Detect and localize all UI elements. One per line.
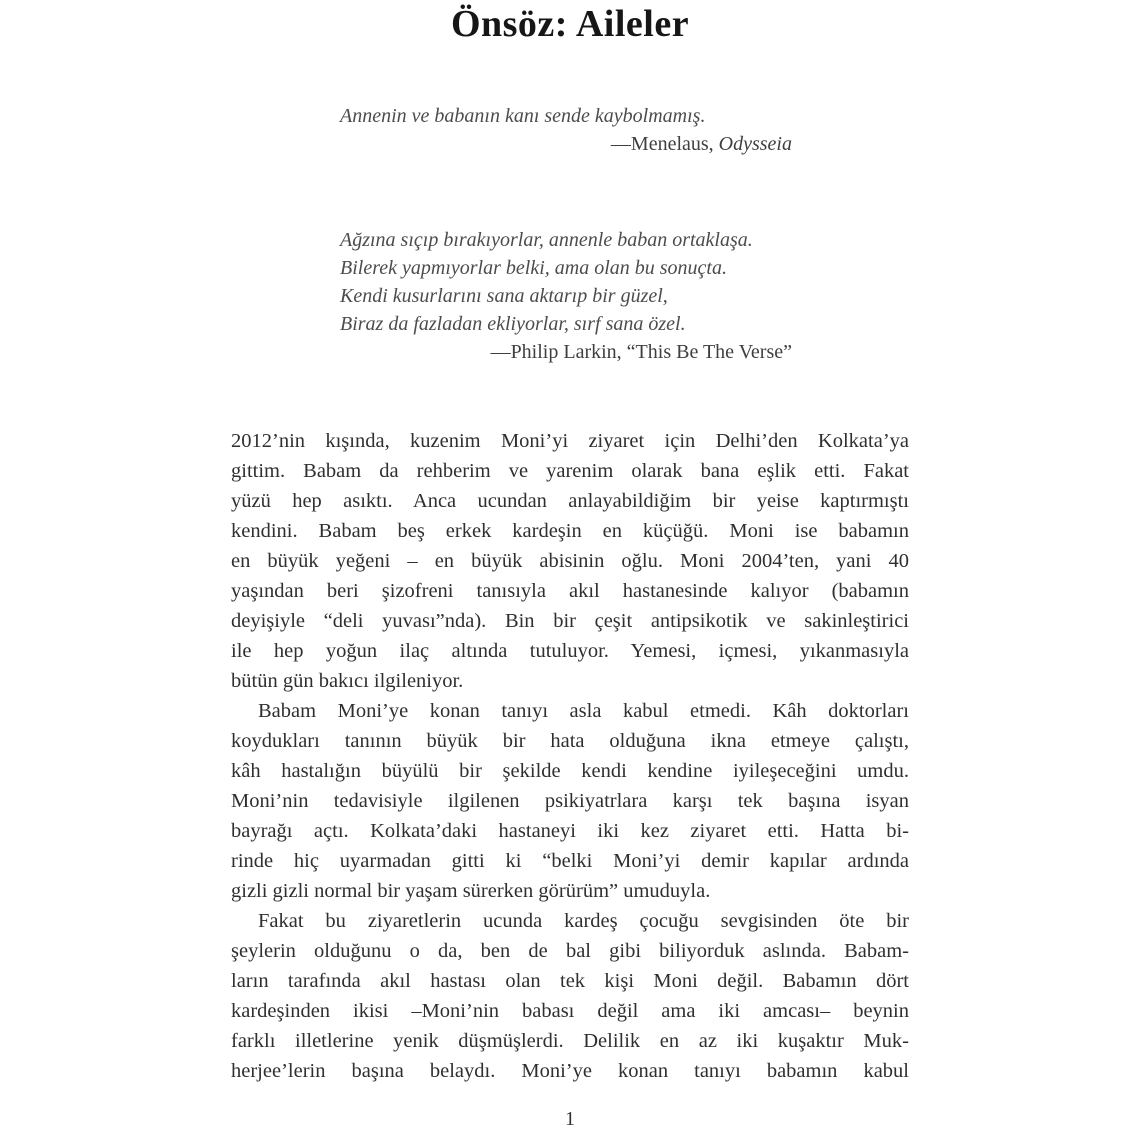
body-line: deyişiyle “deli yuvası”nda). Bin bir çeşit antipsikotik ve sakinleştirici — [231, 610, 909, 632]
body-line: Babam Moni’ye konan tanıyı asla kabul etmedi. Kâh doktorları — [258, 700, 909, 722]
quote-line: Kendi kusurlarını sana aktarıp bir güzel, — [340, 285, 668, 307]
body-line: gizli gizli normal bir yaşam sürerken görürüm” umuduyla. — [231, 880, 711, 902]
quote-line: Bilerek yapmıyorlar belki, ama olan bu sonuçta. — [340, 257, 727, 279]
epigraph-larkin — [340, 226, 792, 366]
body-line: 2012’nin kışında, kuzenim Moni’yi ziyaret için Delhi’den Kolkata’ya — [231, 430, 909, 452]
paragraph — [231, 426, 909, 696]
paragraph — [231, 906, 909, 1086]
body-line: ların tarafında akıl hastası olan tek kişi Moni değil. Babamın dört — [231, 970, 909, 992]
body-line: Fakat bu ziyaretlerin ucunda kardeş çocuğu sevgisinden öte bir — [258, 910, 909, 932]
body-line: kâh hastalığın büyülü bir şekilde kendi kendine iyileşeceğini umdu. — [231, 760, 909, 782]
attribution-work: Odysseia — [718, 133, 792, 155]
body-line: yaşından beri şizofreni tanısıyla akıl hastanesinde kalıyor (babamın — [231, 580, 909, 602]
page-title: Önsöz: Aileler — [450, 3, 690, 45]
page-number: 1 — [565, 1108, 575, 1130]
body-line: bayrağı açtı. Kolkata’daki hastaneyi iki kez ziyaret etti. Hatta bi- — [231, 820, 909, 842]
body-line: gittim. Babam da rehberim ve yarenim olarak bana eşlik etti. Fakat — [231, 460, 909, 482]
quote-line: Annenin ve babanın kanı sende kaybolmamış. — [340, 105, 706, 127]
body-text — [231, 426, 909, 1086]
body-line: kendini. Babam beş erkek kardeşin en küçüğü. Moni ise babamın — [231, 520, 909, 542]
epigraph-attribution — [340, 338, 792, 366]
body-line: ile hep yoğun ilaç altında tutuluyor. Yemesi, içmesi, yıkanmasıyla — [231, 640, 909, 662]
epigraph-attribution — [340, 130, 792, 158]
body-line: yüzü hep asıktı. Anca ucundan anlayabildiğim bir yeise kaptırmıştı — [231, 490, 909, 512]
body-line: herjee’lerin başına belaydı. Moni’ye konan tanıyı babamın kabul — [231, 1060, 909, 1082]
body-line: kardeşinden ikisi –Moni’nin babası değil ama iki amcası– beynin — [231, 1000, 909, 1022]
quote-line: Ağzına sıçıp bırakıyorlar, annenle baban ortaklaşa. — [340, 229, 753, 251]
quote-line: Biraz da fazladan ekliyorlar, sırf sana özel. — [340, 313, 686, 335]
body-line: şeylerin olduğunu o da, ben de bal gibi biliyorduk aslında. Babam- — [231, 940, 909, 962]
epigraph-lines — [340, 102, 792, 130]
attribution-author: —Philip Larkin, “This Be The Verse” — [490, 341, 792, 363]
body-line: rinde hiç uyarmadan gitti ki “belki Moni’yi demir kapılar ardında — [231, 850, 909, 872]
attribution-author: —Menelaus, — [610, 133, 719, 155]
body-line: koydukları tanının büyük bir hata olduğuna ikna etmeye çalıştı, — [231, 730, 909, 752]
paragraph — [231, 696, 909, 906]
body-line: farklı illetlerine yenik düşmüşlerdi. Delilik en az iki kuşaktır Muk- — [231, 1030, 909, 1052]
epigraph-lines — [340, 226, 792, 338]
epigraph-menelaus — [340, 102, 792, 158]
body-line: bütün gün bakıcı ilgileniyor. — [231, 670, 464, 692]
body-line: Moni’nin tedavisiyle ilgilenen psikiyatrlara karşı tek başına isyan — [231, 790, 909, 812]
body-line: en büyük yeğeni – en büyük abisinin oğlu. Moni 2004’ten, yani 40 — [231, 550, 909, 572]
